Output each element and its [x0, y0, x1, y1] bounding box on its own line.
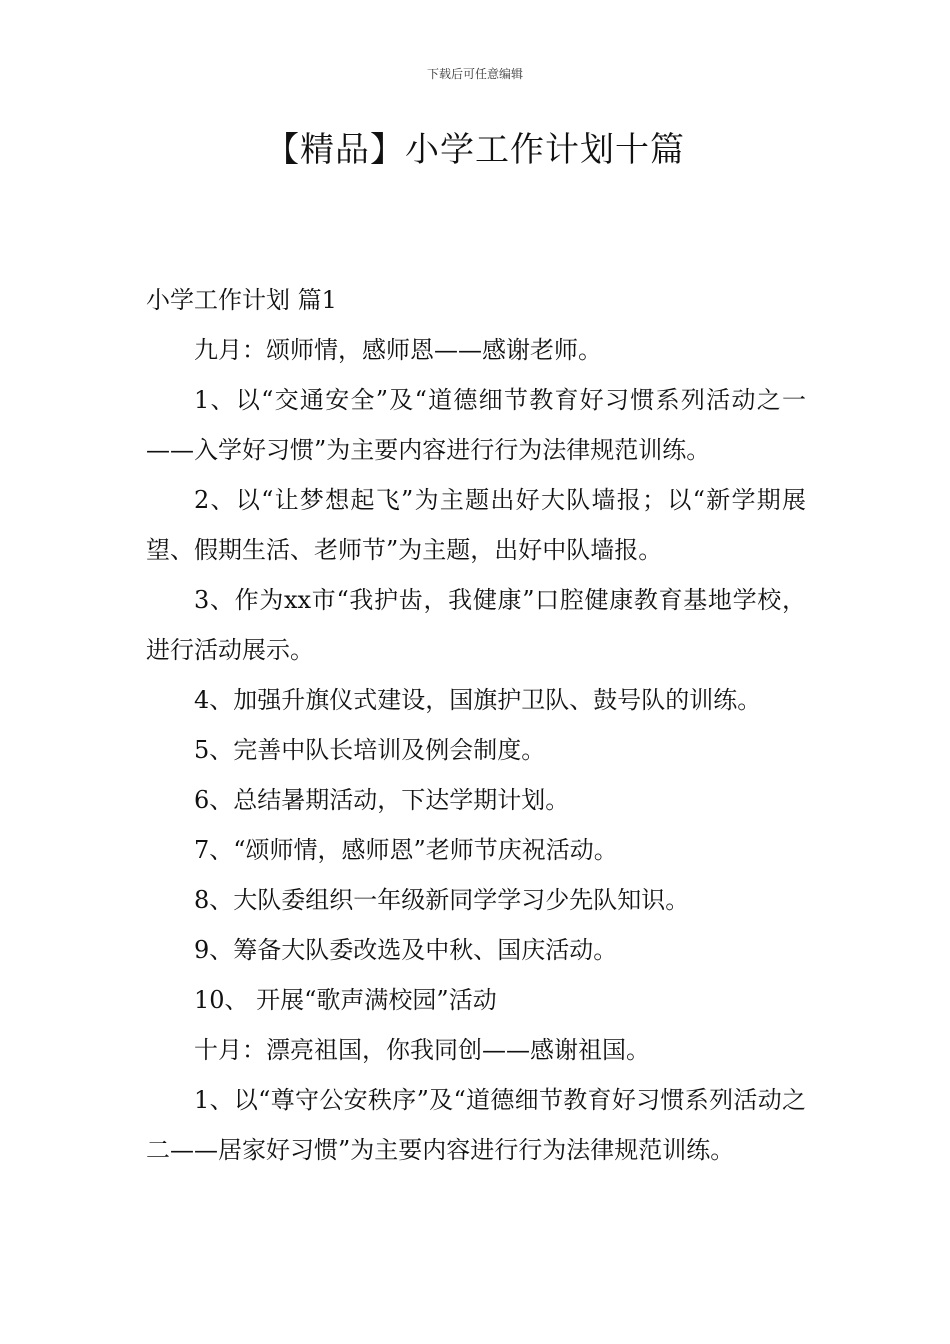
body-paragraph: 3、作为xx市“我护齿，我健康”口腔健康教育基地学校，进行活动展示。 [146, 586, 806, 664]
header-note: 下载后可任意编辑 [426, 67, 523, 81]
body-paragraph: 8、大队委组织一年级新同学学习少先队知识。 [194, 886, 690, 914]
body-paragraph: 2、以“让梦想起飞”为主题出好大队墙报；以“新学期展望、假期生活、老师节”为主题，出好中队墙报。 [146, 486, 806, 564]
body-paragraph: 1、以“交通安全”及“道德细节教育好习惯系列活动之一——入学好习惯”为主要内容进行行为法律规范训练。 [146, 386, 806, 464]
body-paragraph: 10、 开展“歌声满校园”活动 [194, 986, 497, 1014]
body-paragraph: 7、“颂师情，感师恩”老师节庆祝活动。 [194, 836, 618, 864]
body-paragraph: 十月：漂亮祖国，你我同创——感谢祖国。 [194, 1036, 650, 1064]
document-body [146, 275, 806, 1175]
section-heading: 小学工作计划 篇1 [146, 286, 337, 314]
document-title: 【精品】小学工作计划十篇 [265, 130, 685, 170]
body-paragraph: 9、筹备大队委改选及中秋、国庆活动。 [194, 936, 618, 964]
body-paragraph: 1、以“尊守公安秩序”及“道德细节教育好习惯系列活动之二——居家好习惯”为主要内容进行行为法律规范训练。 [146, 1086, 806, 1164]
body-paragraph: 6、总结暑期活动，下达学期计划。 [194, 786, 570, 814]
body-paragraph: 4、加强升旗仪式建设，国旗护卫队、鼓号队的训练。 [194, 686, 762, 714]
body-paragraph: 5、完善中队长培训及例会制度。 [194, 736, 546, 764]
body-paragraph: 九月：颂师情，感师恩——感谢老师。 [194, 336, 602, 364]
